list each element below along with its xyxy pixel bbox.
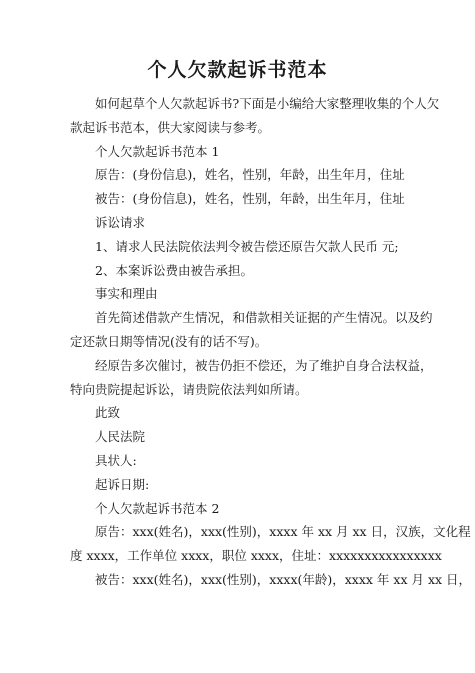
section-heading: 诉讼请求 (95, 214, 146, 230)
section-heading: 个人欠款起诉书范本 2 (95, 500, 220, 516)
document-title: 个人欠款起诉书范本 (147, 59, 328, 81)
paragraph-line: 此致 (95, 405, 121, 421)
paragraph-line: 如何起草个人欠款起诉书?下面是小编给大家整理收集的个人欠 (95, 96, 440, 111)
paragraph-line: 被告：xxx(姓名)，xxx(性别)，xxxx(年龄)，xxxx 年 xx 月 xx 日， (95, 571, 472, 587)
paragraph-line: 特向贵院提起诉讼，请贵院依法判如所请。 (70, 381, 308, 397)
paragraph-line: 定还款日期等情况(没有的话不写)。 (70, 333, 268, 349)
paragraph-line: 首先简述借款产生情况，和借款相关证据的产生情况。以及约 (95, 310, 433, 326)
paragraph-line: 2、本案诉讼费由被告承担。 (95, 262, 253, 278)
section-heading: 个人欠款起诉书范本 1 (95, 143, 220, 159)
section-heading: 事实和理由 (95, 286, 158, 302)
paragraph-line: 人民法院 (95, 429, 146, 445)
paragraph-line: 起诉日期: (95, 476, 150, 492)
paragraph-line: 1、请求人民法院依法判令被告偿还原告欠款人民币 元; (95, 238, 399, 254)
paragraph-line: 原告：xxx(姓名)，xxx(性别)，xxxx 年 xx 月 xx 日，汉族，文化程 (95, 524, 471, 540)
paragraph-line: 度 xxxx，工作单位 xxxx，职位 xxxx，住址：xxxxxxxxxxxxxxxx (70, 548, 442, 564)
paragraph-line: 款起诉书范本，供大家阅读与参考。 (70, 119, 271, 135)
paragraph-line: 被告：(身份信息)，姓名，性别，年龄，出生年月，住址 (95, 191, 405, 207)
paragraph-line: 具状人: (95, 452, 137, 468)
paragraph-line: 经原告多次催讨，被告仍拒不偿还，为了维护自身合法权益， (95, 357, 433, 373)
paragraph-line: 原告：(身份信息)，姓名，性别，年龄，出生年月，住址 (95, 167, 405, 183)
